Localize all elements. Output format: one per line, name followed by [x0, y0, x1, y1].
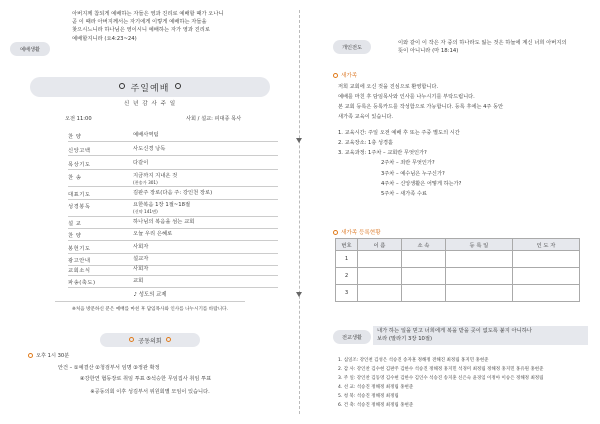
- order-value: 다같이: [133, 160, 149, 166]
- edu-item: 4주차 – 신앙생활은 어떻게 하는가?: [381, 180, 462, 187]
- cell[interactable]: [445, 268, 512, 285]
- order-label: 찬 양: [68, 233, 82, 239]
- order-value: 하나님의 복음을 섬는 교회: [133, 219, 195, 225]
- officiant: 사회 / 설교: 피대종 목사: [186, 116, 242, 122]
- offering-line: 3. 주 일: 강인찬 김동영 김수현 김한수 김인수 석승진 송지훈 신은숙 윤경임 이정아 이승은 정해정 최정림: [338, 376, 544, 381]
- quote-line: 뜻이 아니니라 (마 18:14): [398, 48, 459, 55]
- scripture-ref: 요한복음 1장 1절~18절: [133, 202, 191, 208]
- order-row: [68, 188, 278, 200]
- text-line: 본 교회 등록은 등록카드를 작성함으로 가능합니다. 등록 후에는 4주 동안: [338, 103, 504, 110]
- cell[interactable]: [512, 251, 579, 268]
- prayer-label: 개인전도: [333, 40, 371, 54]
- education-list: [338, 128, 461, 199]
- text-line: 저희 교회에 오신 것을 진심으로 환영합니다.: [338, 84, 439, 90]
- offering-line: 2. 감 사: 강인찬 김수현 김판주 김한수 석승진 정해정 홍지민 석경미 최정림 정해정 홍지민 홍유원 홍현준: [338, 367, 544, 372]
- order-value: 사도신경 낭독: [133, 146, 166, 152]
- service-time: 오전 11:00: [65, 116, 92, 122]
- table-row: [336, 285, 580, 302]
- order-label: 봉헌기도: [68, 246, 91, 252]
- order-value: 오늘 우리 은혜로: [133, 231, 173, 237]
- order-row: [68, 200, 278, 217]
- registration-table: [335, 238, 580, 302]
- cell[interactable]: [401, 251, 445, 268]
- fellowship-note: ※처음 방문하신 분은 예배를 마친 후 담임목사와 인사를 나누시기를 바랍니다.: [71, 307, 229, 312]
- order-label: 교회소식: [68, 268, 91, 274]
- order-row: [68, 242, 278, 254]
- cell[interactable]: [445, 251, 512, 268]
- registration-head: [333, 228, 381, 236]
- quote-line: 예배할지니라 (요4:23~24): [72, 35, 137, 42]
- order-row: [68, 130, 278, 142]
- order-row: [68, 171, 278, 187]
- newcomer-text: [338, 83, 503, 123]
- order-label: 신앙고백: [68, 148, 91, 154]
- fellowship-title-text: 성도의 교제: [138, 292, 167, 298]
- cell-number: 1: [336, 251, 358, 268]
- bullet-icon: [28, 353, 33, 358]
- bullet-icon: [333, 73, 338, 78]
- order-who: 사회자: [133, 266, 149, 272]
- order-value: [133, 202, 190, 216]
- circle-icon: [166, 337, 171, 342]
- order-who: 교회: [133, 278, 144, 284]
- fold-mark: [296, 292, 302, 297]
- offering-line: 5. 청 북: 석승진 정해정 최정림: [338, 394, 399, 399]
- order-label: 대표기도: [68, 192, 91, 198]
- circle-icon: [119, 83, 125, 89]
- order-who: 설교자: [133, 256, 149, 262]
- order-label: 찬 양: [68, 134, 82, 140]
- cell[interactable]: [512, 268, 579, 285]
- cell-number: 2: [336, 268, 358, 285]
- quote-line: 내가 하는 일을 믿고 너희에게 복을 받을 곳이 없도록 붙지 아니하나: [377, 328, 532, 334]
- bullet-icon: [333, 230, 338, 235]
- order-row: [68, 264, 278, 276]
- order-row: [68, 217, 278, 229]
- faith-label: 전교생활: [333, 330, 371, 344]
- column-header: 이 름: [358, 239, 402, 251]
- hymn-number: (찬송가 301): [133, 179, 158, 185]
- quote-line: 보라 (말라기 3장 10절): [377, 336, 433, 343]
- cell-number: 3: [336, 285, 358, 302]
- text-line: 예배를 마친 후 담임목사와 인사를 나누시기를 부탁드립니다.: [338, 93, 475, 100]
- quote-line: 아버지께 참되게 예배하는 자들은 영과 진리로 예배할 때가 오나니: [72, 11, 224, 17]
- table-row: [336, 268, 580, 285]
- meeting-time-text: 오후 1시 30분: [36, 353, 70, 359]
- edu-item: 2. 교육장소: 1층 성경홀: [338, 140, 394, 147]
- edu-item: 3주차 – 예수님은 누구신가?: [381, 170, 445, 177]
- newcomer-head-text: 새가족: [341, 73, 358, 79]
- order-row: [68, 229, 278, 241]
- meeting-agenda-2: ④강한연 협동장로 취임 투표 ⑤석승한 무임집사 취임 투표: [80, 376, 212, 382]
- order-label: 찬 송: [68, 175, 82, 181]
- edu-item: 2주차 – 죄란 무엇인가?: [381, 160, 435, 167]
- meeting-note: ※공동의회 이후 성김부서 위원회별 모임이 있습니다.: [90, 389, 210, 395]
- offering-line: 1. 십일조: 강인천 김성은 석승진 송자훈 정해정 전해진 최정림 홍지민 홍현준: [338, 358, 489, 363]
- registration-head-text: 새가족 등록현황: [341, 230, 381, 236]
- quote-line: 이와 같이 이 작은 자 중의 하나라도 잃는 것은 하늘에 계신 너희 아버지의: [398, 40, 567, 46]
- table-header-row: [336, 239, 580, 251]
- edu-item: 3. 교육과정: 1주차 – 교회란 무엇인가?: [338, 150, 427, 157]
- column-header: 번호: [336, 239, 358, 251]
- cell[interactable]: [512, 285, 579, 302]
- offering-list: [338, 356, 544, 410]
- table-row: [336, 251, 580, 268]
- service-title: [30, 77, 270, 97]
- order-label: 목상기도: [68, 162, 91, 168]
- service-subtitle: 신 년 감 사 주 일: [123, 101, 177, 107]
- order-value: [133, 173, 177, 187]
- circle-icon: [175, 83, 181, 89]
- hymn-title: 지금까지 지내온 것: [133, 173, 178, 179]
- order-row: [68, 144, 278, 156]
- faith-quote: [373, 326, 588, 345]
- divider: [55, 301, 245, 302]
- scripture-page: (신약 141면): [133, 208, 158, 214]
- worship-quote: [72, 10, 292, 43]
- offering-line: 6. 건 축: 석승진 정해정 최정림 홍현준: [338, 403, 414, 408]
- meeting-time: [28, 352, 69, 360]
- column-header: 인 도 자: [512, 239, 579, 251]
- circle-icon: [129, 337, 134, 342]
- order-label: 설 교: [68, 221, 82, 227]
- order-row: [68, 276, 278, 288]
- order-label: 파송(축도): [68, 280, 96, 286]
- offering-line: 4. 선 교: 석승진 정해정 최정림 홍현준: [338, 385, 414, 390]
- order-label: 광고안내: [68, 258, 91, 264]
- service-title-text: 주일예배: [130, 83, 170, 94]
- worship-label: 예배생활: [10, 42, 50, 56]
- star-icon: ♪: [133, 292, 139, 298]
- order-who: 사회자: [133, 244, 149, 250]
- quote-line: 찾으시느니라 하나님은 영이시니 예배하는 자가 영과 진리로: [72, 27, 211, 34]
- order-label: 성경봉독: [68, 204, 91, 210]
- cell[interactable]: [358, 268, 402, 285]
- cell[interactable]: [401, 285, 445, 302]
- prayer-quote: [398, 39, 588, 55]
- edu-item: 1. 교육시간: 주일 오전 예배 후 또는 주중 별도의 시간: [338, 130, 460, 136]
- cell[interactable]: [358, 251, 402, 268]
- cell[interactable]: [445, 285, 512, 302]
- column-header: 등 록 일: [445, 239, 512, 251]
- cell[interactable]: [358, 285, 402, 302]
- meeting-title: [100, 333, 200, 347]
- newcomer-head: [333, 71, 357, 79]
- text-line: 새가족 교육이 있습니다.: [338, 113, 394, 120]
- cell[interactable]: [401, 268, 445, 285]
- meeting-agenda-1: 안건 – ①예결산 ②청검부서 임명 ③정관 확정: [58, 365, 160, 371]
- order-value: 김판주 장로(다음 주: 강인천 장로): [133, 190, 213, 196]
- meeting-title-text: 공동의회: [138, 337, 162, 345]
- edu-item: 5주차 – 새가족 수료: [381, 190, 427, 197]
- order-row: [68, 158, 278, 170]
- column-header: 소 속: [401, 239, 445, 251]
- fold-line: [299, 10, 300, 414]
- fellowship-title: [0, 292, 300, 299]
- quote-line: 곧 이 때라 아버지께서는 자기에게 이렇게 예배하는 자들을: [72, 19, 207, 26]
- fold-mark: [296, 138, 302, 143]
- order-value: 예배사역팀: [133, 132, 159, 138]
